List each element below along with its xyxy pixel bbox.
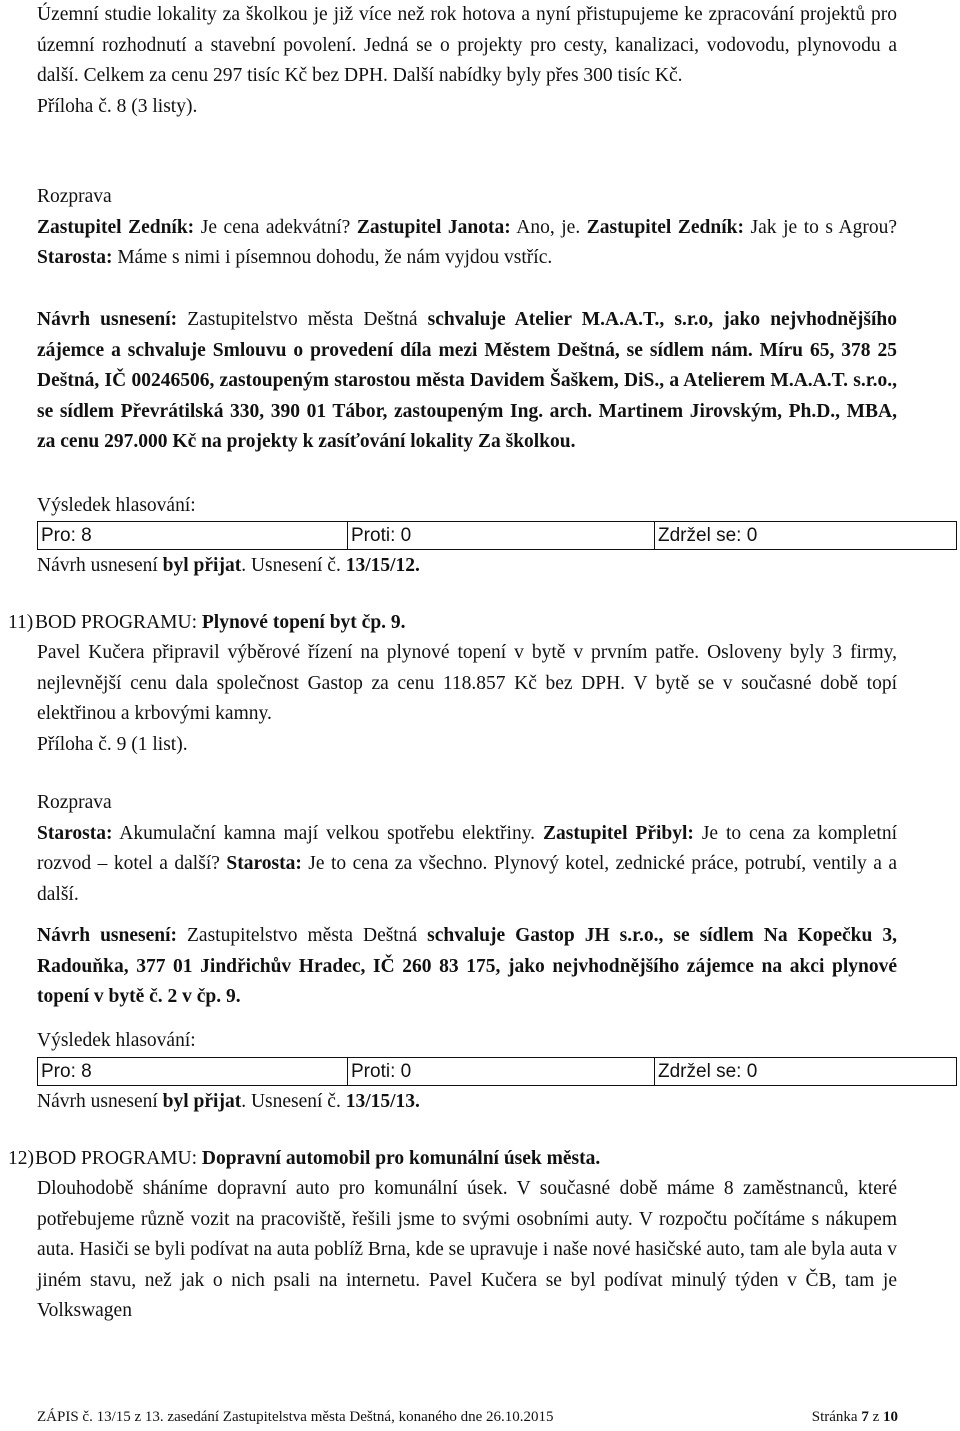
point-12-paragraph: Dlouhodobě sháníme dopravní auto pro komunální úsek. V současné době máme 8 zaměstnanců, které potřebujeme různě vozit na pracoviště, řešili jsme to svými osobními auty. V rozpočtu počítáme s nákupem auta. Hasiči se byli podívat na auta poblíž Brna, kde se upravuje i naše nové hasičské auto, tam ale byla auta v jiném stavu, než jak o nich psali na internetu. Pavel Kučera se byl podívat minulý týden v ČB, tam je Volkswagen [37, 1178, 897, 1321]
resolution-body: schvaluje Gastop JH s.r.o., se sídlem Na Kopečku 3, Radouňka, 377 01 Jindřichův Hradec, IČ 260 83 175, jako nejvhodnějšího zájemce na akci plynové topení v bytě č. 2 v čp. 9. [37, 925, 897, 1007]
vote-result [37, 551, 897, 582]
vote-pro: Pro: 8 [38, 1058, 348, 1086]
point-prefix: BOD PROGRAMU: [35, 612, 202, 633]
vote-table [37, 521, 957, 550]
speech-text: Jak je to s Agrou? [743, 216, 897, 238]
total-pages: 10 [883, 1409, 898, 1425]
vote-result [37, 1087, 897, 1118]
speaker-label: Zastupitel Přibyl: [542, 822, 694, 844]
attachment-9: Příloha č. 9 (1 list). [37, 733, 188, 755]
speech-text: Je to cena za všechno. Plynový kotel, zednické práce, potrubí, ventily a a další. [37, 853, 897, 905]
attachment-8: Příloha č. 8 (3 listy). [37, 95, 198, 117]
vote-proti: Proti: 0 [348, 1058, 655, 1086]
resolution-paragraph [37, 921, 897, 1013]
intro-section [37, 0, 897, 122]
point-title: Plynové topení byt čp. 9. [201, 612, 406, 633]
resolution-body: schvaluje Atelier M.A.A.T., s.r.o, jako nejvhodnějšího zájemce a schvaluje Smlouvu o provedení díla mezi Městem Deštná, se sídlem nám. Míru 65, 378 25 Deštná, IČ 00246506, zastoupeným starostou města Davidem Šaškem, DiS., a Atelierem M.A.A.T. s.r.o., se sídlem Převrátilská 330, 390 01 Tábor, zastoupeným Ing. arch. Martinem Jirovským, Ph.D., MBA, za cenu 297.000 Kč na projekty k zasíťování lokality Za školkou. [37, 309, 897, 452]
intro-paragraph: Územní studie lokality za školkou je již více než rok hotova a nyní přistupujeme ke zpracování projektů pro územní rozhodnutí a stavební povolení. Jedná se o projekty pro cesty, kanalizaci, vodovodu, plynovodu a další. Celkem za cenu 297 tisíc Kč bez DPH. Další nabídky byly přes 300 tisíc Kč. [37, 4, 897, 86]
result-text: Návrh usnesení [37, 1091, 163, 1112]
debate-paragraph [37, 213, 897, 274]
point-11-body [37, 638, 897, 760]
resolution-paragraph [37, 305, 897, 458]
footer-document-title: ZÁPIS č. 13/15 z 13. zasedání Zastupitelstva města Deštná, konaného dne 26.10.2015 [37, 1409, 554, 1425]
vote-pro: Pro: 8 [38, 522, 348, 550]
speaker-label: Starosta: [226, 853, 302, 874]
debate-heading: Rozprava [37, 792, 112, 813]
current-page: 7 [861, 1409, 869, 1425]
point-prefix: BOD PROGRAMU: [35, 1148, 202, 1169]
result-text: . Usnesení č. [241, 1091, 346, 1112]
vote-heading: Výsledek hlasování: [37, 495, 196, 516]
vote-table [37, 1057, 957, 1086]
speech-text: Je to cena za kompletní rozvod – kotel a další? [37, 822, 897, 874]
resolution-text: Zastupitelstvo města Deštná [177, 925, 428, 946]
debate-section-1 [37, 182, 897, 274]
result-text: . Usnesení č. [241, 555, 346, 576]
debate-paragraph [37, 819, 897, 911]
speech-text: Akumulační kamna mají velkou spotřebu elektřiny. [112, 822, 543, 844]
resolution-label: Návrh usnesení: [37, 309, 178, 330]
of-word: z [868, 1409, 883, 1425]
speaker-label: Zastupitel Zedník: [586, 216, 744, 238]
vote-heading: Výsledek hlasování: [37, 1030, 196, 1051]
resolution-label: Návrh usnesení: [37, 925, 178, 946]
point-12-body [37, 1174, 897, 1327]
page-footer [37, 1407, 898, 1431]
result-status: byl přijat [162, 1091, 242, 1112]
resolution-text: Zastupitelstvo města Deštná [177, 309, 428, 330]
speech-text: Máme s nimi i písemnou dohodu, že nám vyjdou vstříc. [112, 247, 553, 268]
vote-proti: Proti: 0 [348, 522, 655, 550]
debate-section-2 [37, 788, 897, 910]
speaker-label: Starosta: [37, 247, 113, 268]
speaker-label: Zastupitel Janota: [356, 216, 511, 238]
result-status: byl přijat [162, 555, 242, 576]
agenda-point-11 [8, 608, 898, 639]
point-number: 12) [8, 1148, 34, 1169]
resolution-section-2 [37, 921, 897, 1013]
page-number [812, 1407, 898, 1427]
resolution-number: 13/15/12. [345, 555, 420, 576]
page-word: Stránka [811, 1409, 862, 1425]
speaker-label: Starosta: [37, 822, 113, 844]
speech-text: Je cena adekvátní? [194, 216, 357, 238]
vote-zdrzel: Zdržel se: 0 [655, 522, 957, 550]
resolution-number: 13/15/13. [345, 1091, 420, 1112]
result-text: Návrh usnesení [37, 555, 163, 576]
debate-heading: Rozprava [37, 186, 112, 207]
speech-text: Ano, je. [510, 216, 587, 238]
resolution-section-1 [37, 305, 897, 458]
speaker-label: Zastupitel Zedník: [37, 216, 195, 238]
point-number: 11) [8, 612, 34, 633]
vote-zdrzel: Zdržel se: 0 [655, 1058, 957, 1086]
agenda-point-12 [8, 1144, 898, 1175]
point-11-paragraph: Pavel Kučera připravil výběrové řízení na plynové topení v bytě v prvním patře. Osloveny byly 3 firmy, nejlevnější cenu dala společnost Gastop za cenu 118.857 Kč bez DPH. V bytě se v současné době topí elektřinou a krbovými kamny. [37, 642, 897, 724]
point-title: Dopravní automobil pro komunální úsek města. [201, 1148, 601, 1169]
